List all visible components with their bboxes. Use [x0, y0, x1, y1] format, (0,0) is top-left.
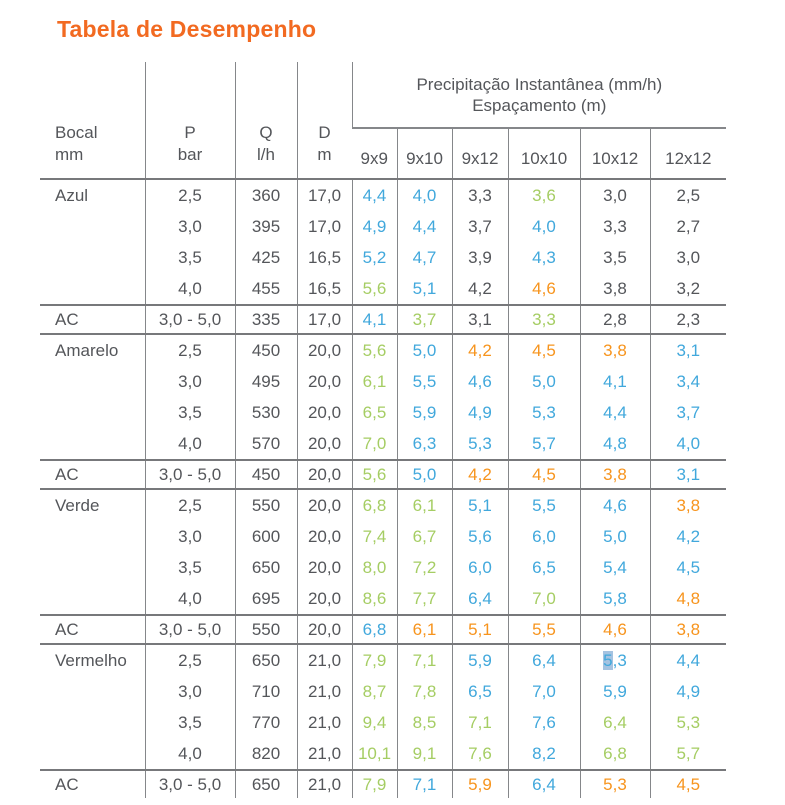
precipitation-cell: 7,1: [452, 707, 508, 738]
diameter-cell: 21,0: [297, 676, 352, 707]
nozzle-label-cell: [40, 583, 145, 615]
precipitation-cell: 4,6: [580, 489, 650, 521]
pressure-cell: 3,0 - 5,0: [145, 615, 235, 644]
flow-cell: 455: [235, 273, 297, 305]
pressure-cell: 4,0: [145, 428, 235, 460]
pressure-cell: 3,0 - 5,0: [145, 305, 235, 334]
precipitation-cell: 4,5: [508, 334, 580, 366]
precipitation-cell: 4,5: [650, 770, 726, 798]
precipitation-cell: 6,1: [397, 615, 452, 644]
precipitation-cell: 5,6: [352, 273, 397, 305]
header-flow: [235, 62, 297, 179]
header-nozzle-line1: Bocal: [55, 123, 98, 142]
precipitation-cell: 3,1: [650, 334, 726, 366]
diameter-cell: 20,0: [297, 615, 352, 644]
precipitation-cell: 4,2: [452, 460, 508, 489]
flow-cell: 650: [235, 552, 297, 583]
ac-row: [40, 770, 726, 798]
precipitation-cell: 9,4: [352, 707, 397, 738]
header-spacing-10x12: 10x12: [580, 128, 650, 179]
table-row: [40, 738, 726, 770]
nozzle-label-cell: [40, 738, 145, 770]
precipitation-cell: 5,0: [397, 460, 452, 489]
precipitation-cell: 5,1: [452, 615, 508, 644]
performance-table: [40, 62, 726, 798]
precipitation-cell: 3,0: [580, 179, 650, 211]
flow-cell: 695: [235, 583, 297, 615]
precipitation-cell: 2,3: [650, 305, 726, 334]
precipitation-cell: 7,6: [508, 707, 580, 738]
precipitation-cell: 5,2: [352, 242, 397, 273]
diameter-cell: 20,0: [297, 397, 352, 428]
flow-cell: 820: [235, 738, 297, 770]
precipitation-cell: 7,2: [397, 552, 452, 583]
nozzle-label-cell: [40, 366, 145, 397]
precipitation-cell: 4,2: [452, 334, 508, 366]
precipitation-cell: 7,8: [397, 676, 452, 707]
nozzle-label-cell: [40, 242, 145, 273]
diameter-cell: 21,0: [297, 707, 352, 738]
precipitation-cell: 4,5: [508, 460, 580, 489]
precipitation-cell: 8,6: [352, 583, 397, 615]
precipitation-cell: 3,3: [508, 305, 580, 334]
flow-cell: 425: [235, 242, 297, 273]
precipitation-cell: 5,3: [508, 397, 580, 428]
table-row: [40, 707, 726, 738]
precipitation-cell: 5,5: [397, 366, 452, 397]
flow-cell: 450: [235, 334, 297, 366]
precipitation-cell: 5,9: [397, 397, 452, 428]
precipitation-cell: 5,1: [397, 273, 452, 305]
diameter-cell: 21,0: [297, 644, 352, 676]
nozzle-label-cell: AC: [55, 309, 79, 329]
precipitation-cell: 3,2: [650, 273, 726, 305]
precipitation-cell: 5,0: [397, 334, 452, 366]
flow-cell: 600: [235, 521, 297, 552]
precipitation-cell: 2,7: [650, 211, 726, 242]
header-nozzle-line2: mm: [55, 145, 84, 164]
precipitation-cell: 7,7: [397, 583, 452, 615]
precipitation-cell: 4,1: [352, 305, 397, 334]
precipitation-cell: 6,5: [352, 397, 397, 428]
precipitation-cell: 3,8: [580, 273, 650, 305]
header-precipitation-line2: Espaçamento (m): [472, 96, 607, 116]
precipitation-cell: 7,9: [352, 644, 397, 676]
table-row: [40, 583, 726, 615]
nozzle-label-cell: Verde: [55, 495, 100, 515]
diameter-cell: 17,0: [297, 305, 352, 334]
header-precipitation-line1: Precipitação Instantânea (mm/h): [416, 75, 663, 95]
flow-cell: 650: [235, 644, 297, 676]
precipitation-cell: 2,8: [580, 305, 650, 334]
precipitation-cell: 6,8: [352, 489, 397, 521]
table-row: [40, 397, 726, 428]
precipitation-cell: 3,9: [452, 242, 508, 273]
nozzle-label-cell: Azul: [55, 185, 89, 205]
precipitation-cell: 5,8: [580, 583, 650, 615]
diameter-cell: 20,0: [297, 460, 352, 489]
precipitation-cell: 3,1: [452, 305, 508, 334]
pressure-cell: 3,0 - 5,0: [145, 460, 235, 489]
nozzle-label-cell: AC: [55, 774, 79, 794]
diameter-cell: 20,0: [297, 521, 352, 552]
precipitation-cell: 7,1: [397, 644, 452, 676]
pressure-cell: 4,0: [145, 583, 235, 615]
table-row: [40, 242, 726, 273]
flow-cell: 530: [235, 397, 297, 428]
precipitation-cell: 4,6: [580, 615, 650, 644]
precipitation-cell: 4,0: [397, 179, 452, 211]
precipitation-cell: 10,1: [352, 738, 397, 770]
nozzle-label-cell: [40, 397, 145, 428]
precipitation-cell: 8,5: [397, 707, 452, 738]
pressure-cell: 3,0 - 5,0: [145, 770, 235, 798]
pressure-cell: 2,5: [145, 179, 235, 211]
precipitation-cell: 7,9: [352, 770, 397, 798]
precipitation-cell: 5,6: [452, 521, 508, 552]
precipitation-cell: 7,0: [508, 583, 580, 615]
header-flow-line2: l/h: [257, 145, 275, 164]
precipitation-cell: 4,8: [580, 428, 650, 460]
pressure-cell: 3,0: [145, 366, 235, 397]
diameter-cell: 20,0: [297, 489, 352, 521]
header-flow-line1: Q: [259, 123, 273, 142]
precipitation-cell: 5,0: [508, 366, 580, 397]
precipitation-cell: 4,9: [352, 211, 397, 242]
nozzle-label-cell: [40, 676, 145, 707]
nozzle-label-cell: [40, 707, 145, 738]
precipitation-cell: 3,7: [452, 211, 508, 242]
precipitation-cell: 6,1: [352, 366, 397, 397]
nozzle-label-cell: [40, 428, 145, 460]
precipitation-cell: 5,6: [352, 334, 397, 366]
precipitation-cell: 6,8: [352, 615, 397, 644]
table-row: [40, 428, 726, 460]
precipitation-cell: 2,5: [650, 179, 726, 211]
pressure-cell: 2,5: [145, 334, 235, 366]
table-header: [40, 62, 726, 179]
table-row: [40, 273, 726, 305]
precipitation-cell: 7,0: [352, 428, 397, 460]
pressure-cell: 4,0: [145, 738, 235, 770]
header-pressure-line1: P: [184, 123, 196, 142]
table-row: [40, 644, 726, 676]
precipitation-cell: 3,8: [580, 460, 650, 489]
table-row: [40, 552, 726, 583]
precipitation-cell: 6,1: [397, 489, 452, 521]
precipitation-cell: 5,3: [580, 770, 650, 798]
table-row: [40, 334, 726, 366]
flow-cell: 335: [235, 305, 297, 334]
precipitation-cell: 3,7: [650, 397, 726, 428]
precipitation-cell: 5,5: [508, 489, 580, 521]
precipitation-cell: 7,1: [397, 770, 452, 798]
precipitation-cell: 5,9: [452, 644, 508, 676]
precipitation-cell: 5,6: [352, 460, 397, 489]
precipitation-cell: 6,5: [508, 552, 580, 583]
table-row: [40, 211, 726, 242]
precipitation-cell: 5,9: [452, 770, 508, 798]
diameter-cell: 16,5: [297, 242, 352, 273]
header-pressure: [145, 62, 235, 179]
pressure-cell: 2,5: [145, 644, 235, 676]
nozzle-label-cell: Vermelho: [55, 650, 127, 670]
precipitation-cell: 3,5: [580, 242, 650, 273]
precipitation-cell: 7,0: [508, 676, 580, 707]
precipitation-cell: 5,5: [508, 615, 580, 644]
ac-row: [40, 615, 726, 644]
precipitation-cell: 6,5: [452, 676, 508, 707]
precipitation-cell: 3,8: [580, 334, 650, 366]
pressure-cell: 3,5: [145, 707, 235, 738]
precipitation-cell: 4,4: [650, 644, 726, 676]
flow-cell: 770: [235, 707, 297, 738]
flow-cell: 650: [235, 770, 297, 798]
precipitation-cell: 8,0: [352, 552, 397, 583]
table-row: [40, 521, 726, 552]
precipitation-cell: 7,4: [352, 521, 397, 552]
precipitation-cell: 5,1: [452, 489, 508, 521]
precipitation-cell: 4,9: [650, 676, 726, 707]
header-pressure-line2: bar: [177, 145, 203, 164]
precipitation-cell: 3,3: [452, 179, 508, 211]
diameter-cell: 20,0: [297, 428, 352, 460]
diameter-cell: 20,0: [297, 583, 352, 615]
pressure-cell: 3,5: [145, 552, 235, 583]
pressure-cell: 3,0: [145, 211, 235, 242]
header-diameter: [297, 62, 352, 179]
diameter-cell: 16,5: [297, 273, 352, 305]
ac-row: [40, 305, 726, 334]
precipitation-cell: 3,8: [650, 489, 726, 521]
header-spacing-9x10: 9x10: [397, 128, 452, 179]
precipitation-cell: 3,0: [650, 242, 726, 273]
table-row: [40, 489, 726, 521]
diameter-cell: 17,0: [297, 211, 352, 242]
flow-cell: 495: [235, 366, 297, 397]
precipitation-cell: 8,7: [352, 676, 397, 707]
precipitation-cell: 6,4: [508, 770, 580, 798]
precipitation-cell: 3,1: [650, 460, 726, 489]
nozzle-label-cell: [40, 273, 145, 305]
precipitation-cell: 4,2: [452, 273, 508, 305]
header-spacing-9x9: 9x9: [360, 149, 388, 168]
precipitation-cell: 4,1: [580, 366, 650, 397]
nozzle-label-cell: AC: [55, 464, 79, 484]
precipitation-cell: 3,7: [397, 305, 452, 334]
precipitation-cell: 6,7: [397, 521, 452, 552]
pressure-cell: 3,0: [145, 676, 235, 707]
precipitation-cell: 3,8: [650, 615, 726, 644]
precipitation-cell: 6,4: [580, 707, 650, 738]
precipitation-cell: 5,7: [508, 428, 580, 460]
precipitation-cell: 6,4: [452, 583, 508, 615]
nozzle-label-cell: AC: [55, 619, 79, 639]
precipitation-cell: 5,3: [650, 707, 726, 738]
precipitation-cell: 6,0: [452, 552, 508, 583]
precipitation-cell: 4,8: [650, 583, 726, 615]
precipitation-cell: 5,3: [580, 644, 650, 676]
diameter-cell: 21,0: [297, 738, 352, 770]
precipitation-cell: 4,2: [650, 521, 726, 552]
flow-cell: 450: [235, 460, 297, 489]
page-title: Tabela de Desempenho: [57, 16, 317, 42]
nozzle-label-cell: [40, 521, 145, 552]
diameter-cell: 17,0: [297, 179, 352, 211]
nozzle-label-cell: Amarelo: [55, 340, 119, 360]
header-nozzle: [40, 62, 145, 179]
diameter-cell: 20,0: [297, 334, 352, 366]
header-diameter-line1: D: [318, 123, 331, 142]
precipitation-cell: 5,9: [580, 676, 650, 707]
nozzle-label-cell: [40, 211, 145, 242]
table-row: [40, 179, 726, 211]
precipitation-cell: 4,4: [580, 397, 650, 428]
pressure-cell: 3,5: [145, 397, 235, 428]
header-precipitation-group: [352, 62, 726, 128]
flow-cell: 570: [235, 428, 297, 460]
header-spacing-10x10: 10x10: [508, 128, 580, 179]
header-spacing-12x12: 12x12: [650, 128, 726, 179]
precipitation-cell: 5,3: [452, 428, 508, 460]
precipitation-cell: 4,9: [452, 397, 508, 428]
precipitation-cell: 6,4: [508, 644, 580, 676]
precipitation-cell: 4,4: [352, 179, 397, 211]
ac-row: [40, 460, 726, 489]
precipitation-cell: 9,1: [397, 738, 452, 770]
pressure-cell: 4,0: [145, 273, 235, 305]
diameter-cell: 20,0: [297, 552, 352, 583]
precipitation-cell: 6,0: [508, 521, 580, 552]
precipitation-cell: 5,4: [580, 552, 650, 583]
precipitation-cell: 8,2: [508, 738, 580, 770]
precipitation-cell: 4,3: [508, 242, 580, 273]
flow-cell: 710: [235, 676, 297, 707]
pressure-cell: 3,5: [145, 242, 235, 273]
precipitation-cell: 4,6: [508, 273, 580, 305]
flow-cell: 395: [235, 211, 297, 242]
nozzle-label-cell: [40, 552, 145, 583]
precipitation-cell: 5,7: [650, 738, 726, 770]
precipitation-cell: 4,4: [397, 211, 452, 242]
flow-cell: 360: [235, 179, 297, 211]
precipitation-cell: 4,6: [452, 366, 508, 397]
flow-cell: 550: [235, 489, 297, 521]
header-diameter-line2: m: [317, 145, 332, 164]
precipitation-cell: 4,0: [650, 428, 726, 460]
precipitation-cell: 5,0: [580, 521, 650, 552]
header-spacing-9x12: 9x12: [452, 128, 508, 179]
precipitation-cell: 3,6: [508, 179, 580, 211]
table-row: [40, 676, 726, 707]
table-row: [40, 366, 726, 397]
diameter-cell: 21,0: [297, 770, 352, 798]
selected-text: 5: [603, 650, 613, 670]
precipitation-cell: 4,0: [508, 211, 580, 242]
precipitation-cell: 3,3: [580, 211, 650, 242]
pressure-cell: 2,5: [145, 489, 235, 521]
precipitation-cell: 6,8: [580, 738, 650, 770]
precipitation-cell: 6,3: [397, 428, 452, 460]
precipitation-cell: 4,5: [650, 552, 726, 583]
flow-cell: 550: [235, 615, 297, 644]
precipitation-cell: 3,4: [650, 366, 726, 397]
precipitation-cell: 4,7: [397, 242, 452, 273]
precipitation-cell: 7,6: [452, 738, 508, 770]
pressure-cell: 3,0: [145, 521, 235, 552]
diameter-cell: 20,0: [297, 366, 352, 397]
table-body: [40, 179, 726, 798]
